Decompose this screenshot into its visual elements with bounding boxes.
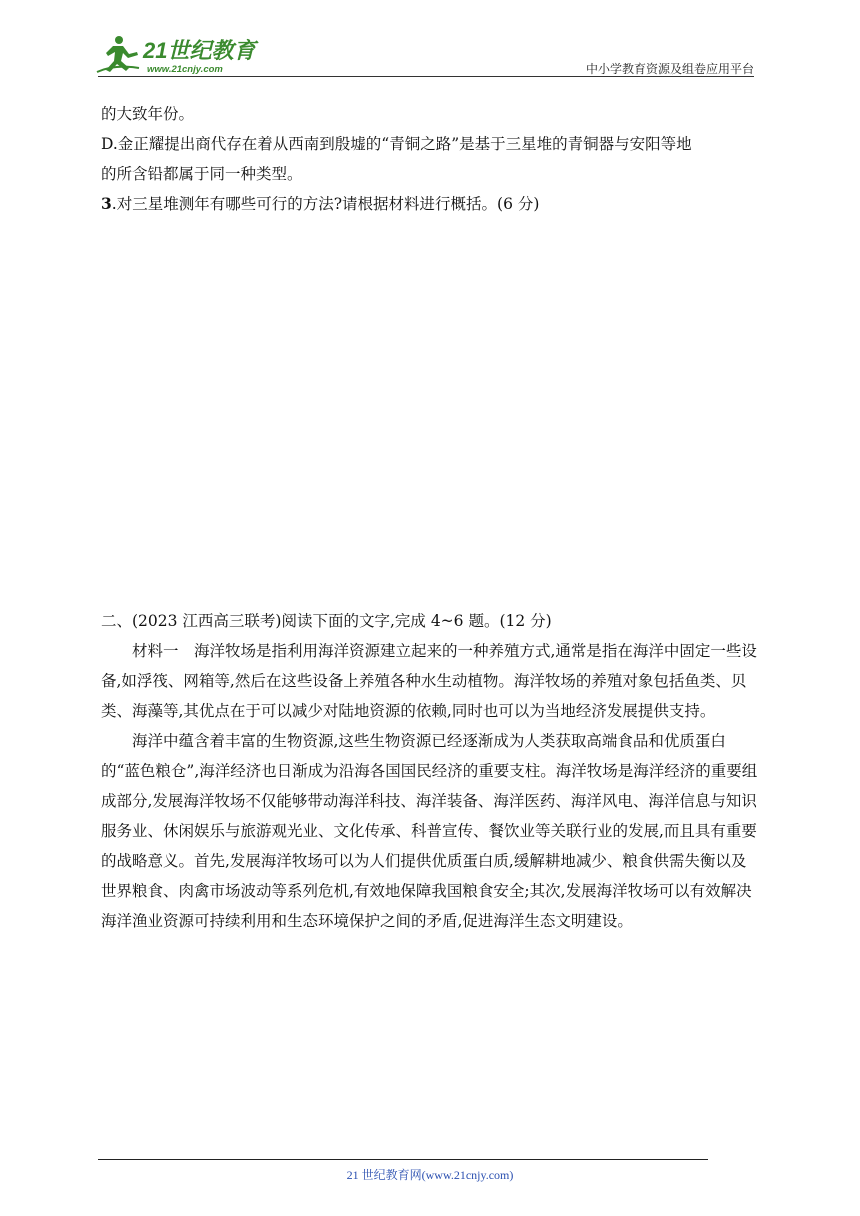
section-two xyxy=(101,606,761,936)
material-paragraph-2: 海洋中蕴含着丰富的生物资源,这些生物资源已经逐渐成为人类获取高端食品和优质蛋白的“蓝色粮仓”,海洋经济也日渐成为沿海各国国民经济的重要支柱。海洋牧场是海洋经济的重要组成部分,发展海洋牧场不仅能够带动海洋科技、海洋装备、海洋医药、海洋风电、海洋信息与知识服务业、休闲娱乐与旅游观光业、文化传承、科普宣传、餐饮业等关联行业的发展,而且具有重要的战略意义。首先,发展海洋牧场可以为人们提供优质蛋白质,缓解耕地减少、粮食供需失衡以及世界粮食、肉禽市场波动等系列危机,有效地保障我国粮食安全;其次,发展海洋牧场可以有效解决海洋渔业资源可持续利用和生态环境保护之间的矛盾,促进海洋生态文明建设。 xyxy=(101,732,758,930)
logo-url: www.21cnjy.com xyxy=(147,64,223,75)
material-one: 材料一 海洋牧场是指利用海洋资源建立起来的一种养殖方式,通常是指在海洋中固定一些设备,如浮筏、网箱等,然后在这些设备上养殖各种水生动植物。海洋牧场的养殖对象包括鱼类、贝类、海藻等,其优点在于可以减少对陆地资源的依赖,同时也可以为当地经济发展提供支持。 xyxy=(101,642,757,720)
logo-text: 21世纪教育 xyxy=(143,38,256,63)
runner-icon xyxy=(97,36,139,72)
footer-text: 21 世纪教育网(www.21cnjy.com) xyxy=(346,1168,514,1182)
question-3-number: 3 xyxy=(101,194,112,213)
platform-title: 中小学教育资源及组卷应用平台 xyxy=(585,62,754,76)
option-d-line2: 的所含铅都属于同一种类型。 xyxy=(101,165,303,183)
header-divider xyxy=(98,76,754,77)
continuation-line: 的大致年份。 xyxy=(101,105,195,123)
top-section xyxy=(101,99,761,219)
question-3-text: .对三星堆测年有哪些可行的方法?请根据材料进行概括。(6 分) xyxy=(111,195,540,213)
logo xyxy=(95,34,260,78)
page-header xyxy=(0,0,860,80)
question-3 xyxy=(101,189,761,219)
section-two-heading: 二、(2023 江西高三联考)阅读下面的文字,完成 4~6 题。(12 分) xyxy=(101,612,552,630)
option-d-line1: D.金正耀提出商代存在着从西南到殷墟的“青铜之路”是基于三星堆的青铜器与安阳等地 xyxy=(101,135,692,153)
footer-divider xyxy=(98,1159,708,1160)
